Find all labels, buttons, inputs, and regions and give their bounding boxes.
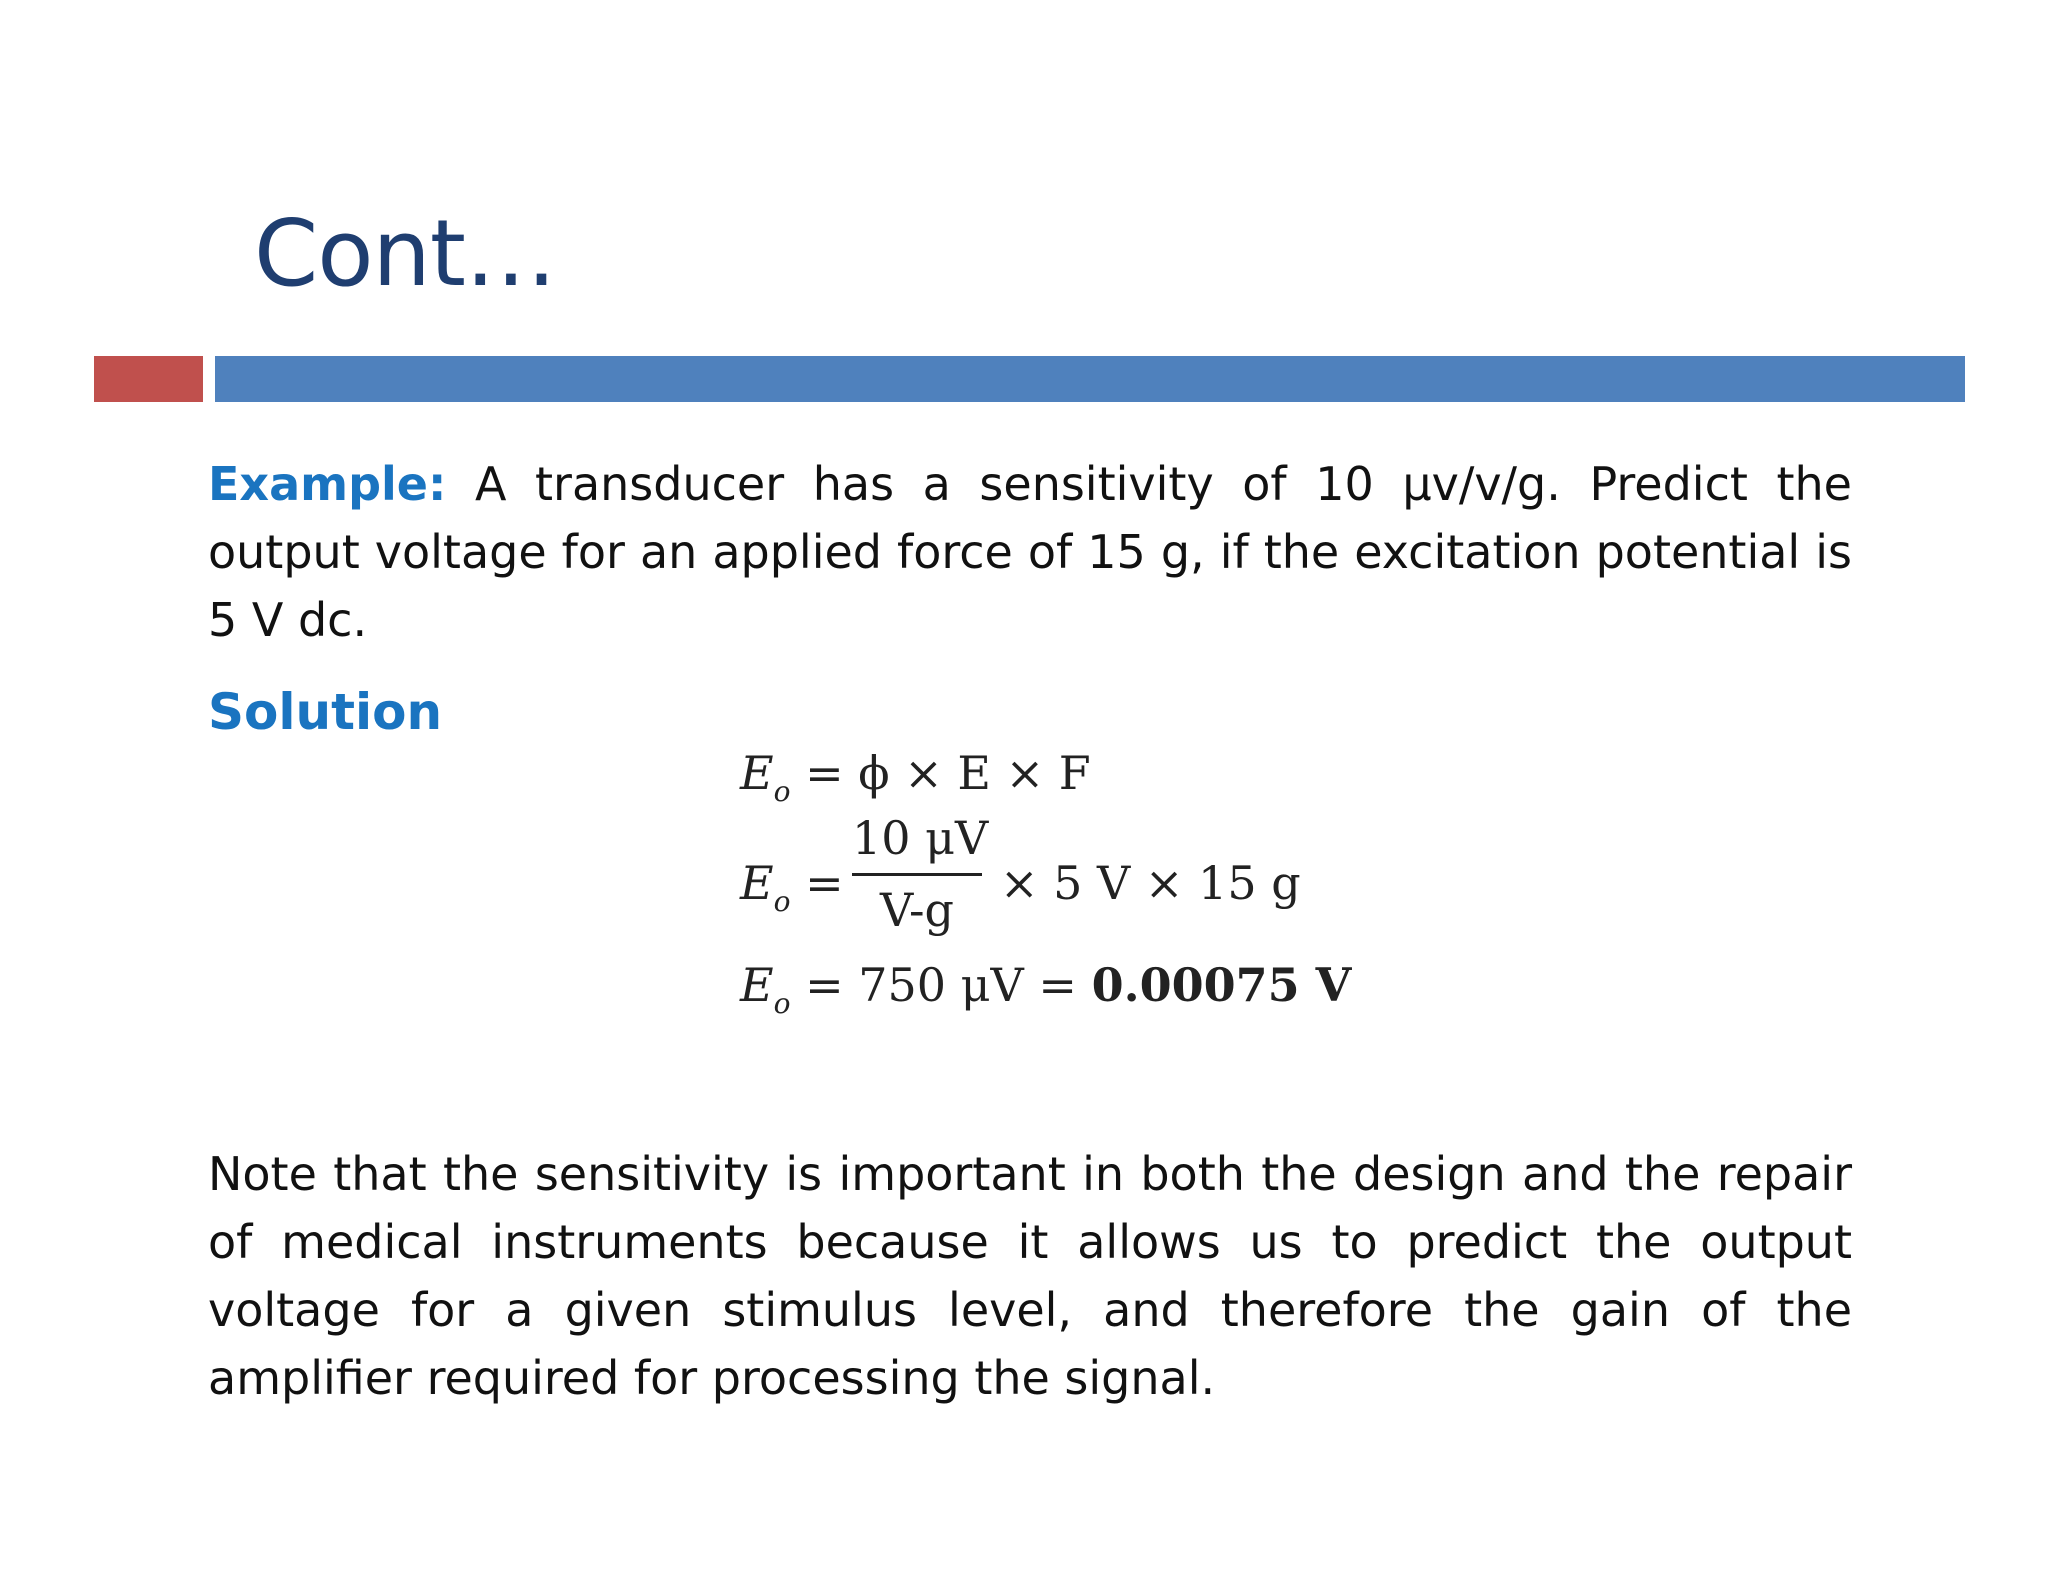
title-accent-bar-red (94, 356, 203, 402)
eq1-lhs: E (740, 746, 774, 800)
equation-1 (740, 746, 1091, 808)
eq2-lhs: E (740, 856, 774, 910)
note-paragraph: Note that the sensitivity is important in both the design and the repair of medical instruments because it allows us to predict the output voltage for a given stimulus level, and therefore the gain of the amplifier required for processing the signal. (208, 1147, 1852, 1405)
eq2-equals: = (790, 856, 844, 910)
equation-3 (740, 958, 1352, 1020)
eq1-lhs-subscript: o (773, 775, 791, 808)
eq1-rhs: = ϕ × E × F (790, 746, 1091, 800)
eq2-fraction-bar (852, 873, 982, 876)
eq2-fraction (852, 811, 989, 945)
eq3-middle: = 750 μV = (790, 958, 1092, 1012)
eq2-rest: × 5 V × 15 g (1000, 856, 1301, 910)
example-paragraph (208, 450, 1852, 654)
eq3-lhs: E (740, 958, 774, 1012)
example-text: A transducer has a sensitivity of 10 μv/v/g. Predict the output voltage for an applied force of 15 g, if the excitation potential is 5 V dc. (208, 457, 1852, 647)
eq2-lhs-subscript: o (773, 885, 791, 918)
slide-title: Cont… (254, 200, 556, 307)
equation-block (740, 730, 1352, 1030)
eq2-numerator: 10 μV (852, 811, 989, 865)
title-accent-bar-blue (215, 356, 1965, 402)
equation-2 (740, 811, 1340, 950)
eq3-result: 0.00075 V (1091, 958, 1352, 1012)
eq2-denominator: V-g (880, 883, 954, 937)
solution-heading: Solution (208, 683, 443, 741)
eq2-lhs-group (740, 856, 844, 918)
eq3-lhs-subscript: o (773, 987, 791, 1020)
example-label: Example: (208, 457, 447, 511)
